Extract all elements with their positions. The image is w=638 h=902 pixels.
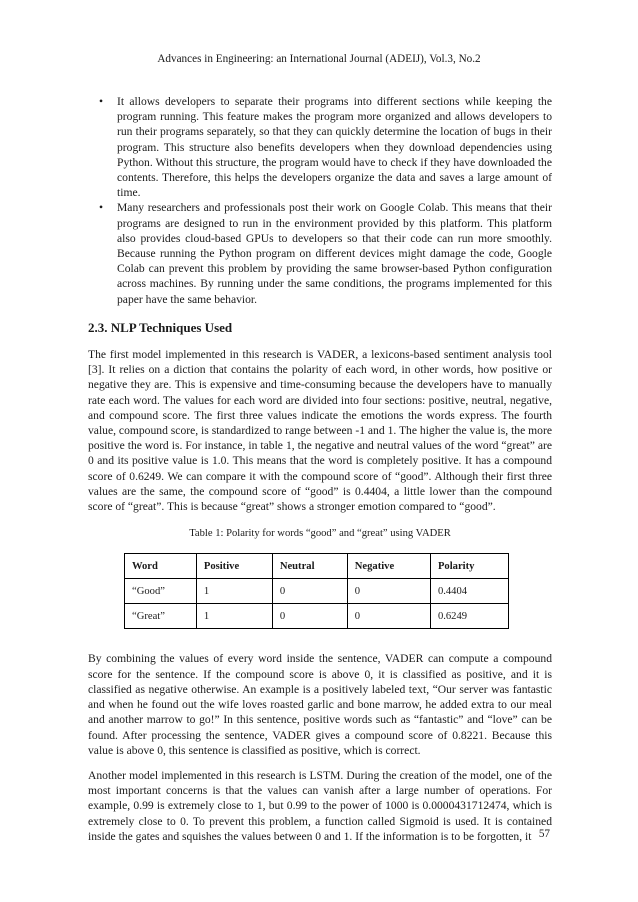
header-cell: Word bbox=[125, 554, 197, 579]
table-cell: 1 bbox=[196, 579, 272, 604]
table-cell: 1 bbox=[196, 604, 272, 629]
bullet-dot-icon: • bbox=[99, 201, 104, 215]
header-cell: Positive bbox=[196, 554, 272, 579]
bullet-dot-icon: • bbox=[99, 95, 104, 108]
page-content bbox=[88, 94, 552, 844]
header-cell: Neutral bbox=[272, 554, 347, 579]
bullet-text: It allows developers to separate their programs into different sections while keeping the program running. This feature makes the program more organized and allows developers to run their programs separately, so that they can quickly determine the location of bugs in their program. This structure also benefits developers when they download dependencies using Python. Without this structure, the program would have to check if they have downloaded the contents. Therefore, this helps the developers organize the data and saves a large amount of time. bbox=[117, 95, 552, 200]
table-cell: “Great” bbox=[125, 604, 197, 629]
table-cell: “Good” bbox=[125, 579, 197, 604]
header-cell: Negative bbox=[347, 554, 430, 579]
table-row bbox=[125, 579, 509, 604]
paragraph-lstm: Another model implemented in this research is LSTM. During the creation of the model, one of the most important concerns is that the values can vanish after a large number of operations. For example, 0.99 is extremely close to 1, but 0.99 to the power of 1000 is 0.0000431712474, which is extremely close to 0. To prevent this problem, a function called Sigmoid is used. It is contained inside the gates and squishes the values between 0 and 1. If the information is to be forgotten, it bbox=[88, 768, 552, 843]
table-caption: Table 1: Polarity for words “good” and “great” using VADER bbox=[189, 528, 451, 540]
section-heading: 2.3. NLP Techniques Used bbox=[88, 319, 233, 335]
polarity-table bbox=[124, 553, 509, 629]
table-header-row bbox=[125, 554, 509, 579]
paragraph-compound: By combining the values of every word inside the sentence, VADER can compute a compound score for the sentence. If the compound score is above 0, it is classified as positive, and it is classified as negative otherwise. An example is a positively labeled text, “Our server was fantastic and when he found out the wife loves roasted garlic and bone marrow, he added extra to our meal and another marrow to go!” In this sentence, positive words such as “fantastic” and “love” can be found. After processing the sentence, VADER gives a compound score of 0.8221. Because this value is above 0, this sentence is classified as positive, which is correct. bbox=[88, 652, 552, 757]
page-number: 57 bbox=[538, 828, 550, 840]
paragraph-vader: The first model implemented in this research is VADER, a lexicons-based sentiment analysis tool [3]. It relies on a diction that contains the polarity of each word, in other words, how positive or negative they are. This is expensive and time-consuming because the developers have to manually rate each word. The values for each word are divided into four sections: positive, neutral, negative, and compound score. The first three values indicate the emotions the words express. The fourth value, compound score, is standardized to range between -1 and 1. The higher the value is, the more positive the word is. For instance, in table 1, the negative and neutral values of the word “great” are 0 and its positive value is 1.0. This means that the word is completely positive. It has a compound score of 0.6249. We can compare it with the compound score of “good”. Although their first three values are the same, the compound score of “good” is 0.4404, a little lower than the compound score of “great”. This is because “great” shows a stronger emotion compared to “good”. bbox=[88, 348, 552, 514]
table-row bbox=[125, 604, 509, 629]
bullet-item bbox=[88, 94, 552, 200]
table-cell: 0.6249 bbox=[430, 604, 508, 629]
header-cell: Polarity bbox=[430, 554, 508, 579]
journal-header: Advances in Engineering: an International Journal (ADEIJ), Vol.3, No.2 bbox=[157, 53, 481, 65]
table-cell: 0.4404 bbox=[430, 579, 508, 604]
table-cell: 0 bbox=[272, 579, 347, 604]
bullet-list bbox=[88, 94, 552, 307]
table-cell: 0 bbox=[272, 604, 347, 629]
table-cell: 0 bbox=[347, 604, 430, 629]
table-cell: 0 bbox=[347, 579, 430, 604]
bullet-text: Many researchers and professionals post their work on Google Colab. This means that their programs are designed to run in the environment provided by this platform. This platform also provides cloud-based GPUs to developers so that their code can run more smoothly. Because running the Python program on different devices might damage the code, Google Colab can prevent this problem by providing the same browser-based Python configuration across machines. By running under the same conditions, the programs implemented for this paper have the same behavior. bbox=[117, 201, 552, 306]
bullet-item bbox=[88, 200, 552, 306]
